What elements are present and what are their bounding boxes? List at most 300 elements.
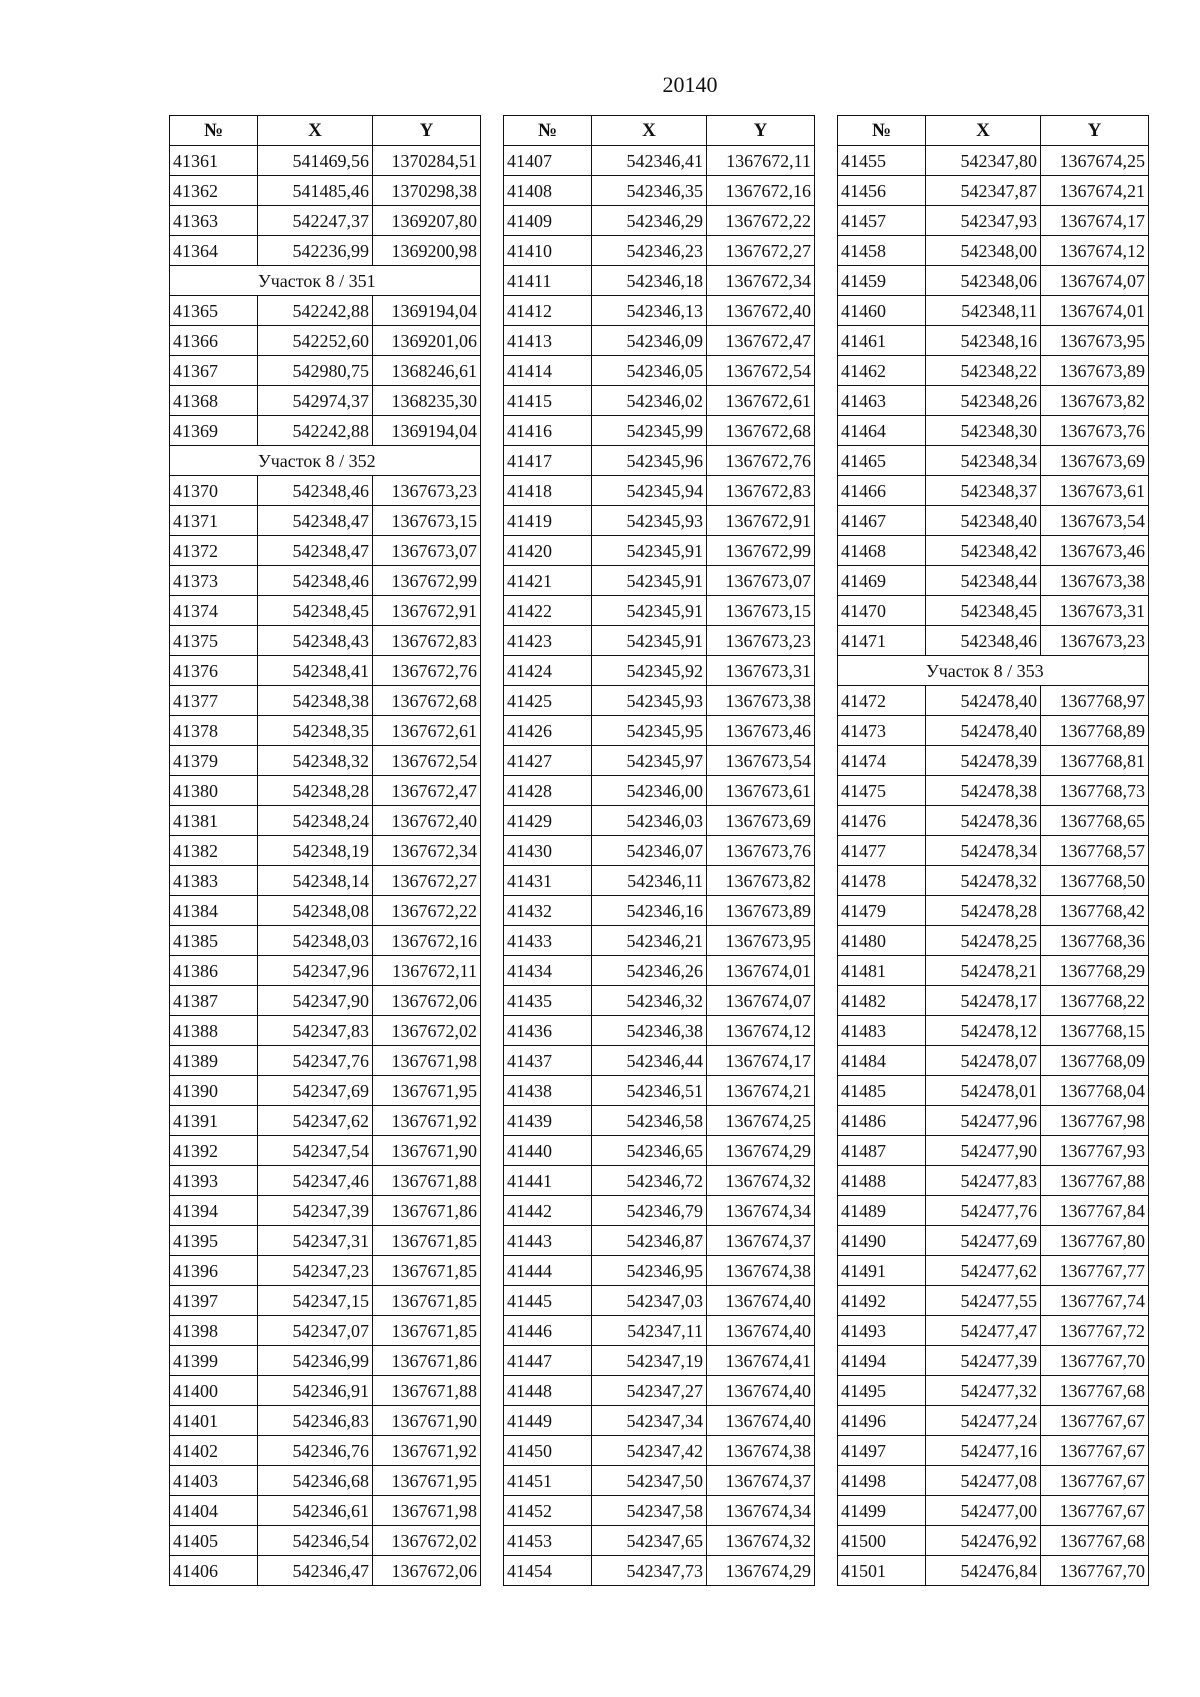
point-number: 41460 xyxy=(838,296,926,326)
y-value: 1367768,36 xyxy=(1041,926,1149,956)
table-row xyxy=(838,1376,1149,1406)
point-number: 41374 xyxy=(170,596,258,626)
y-value: 1367673,15 xyxy=(373,506,481,536)
x-value: 542346,87 xyxy=(592,1226,707,1256)
y-value: 1367672,76 xyxy=(373,656,481,686)
table-row xyxy=(838,236,1149,266)
x-value: 542346,32 xyxy=(592,986,707,1016)
y-value: 1367767,84 xyxy=(1041,1196,1149,1226)
y-value: 1367671,92 xyxy=(373,1436,481,1466)
y-value: 1368246,61 xyxy=(373,356,481,386)
y-value: 1367672,40 xyxy=(707,296,815,326)
x-value: 542477,83 xyxy=(926,1166,1041,1196)
point-number: 41489 xyxy=(838,1196,926,1226)
table-row xyxy=(838,1136,1149,1166)
point-number: 41442 xyxy=(504,1196,592,1226)
y-value: 1367672,83 xyxy=(373,626,481,656)
x-value: 542346,79 xyxy=(592,1196,707,1226)
table-row xyxy=(838,326,1149,356)
point-number: 41478 xyxy=(838,866,926,896)
x-value: 542347,50 xyxy=(592,1466,707,1496)
table-row xyxy=(504,326,815,356)
section-row xyxy=(170,446,481,476)
point-number: 41457 xyxy=(838,206,926,236)
table-row xyxy=(838,686,1149,716)
x-value: 542345,91 xyxy=(592,536,707,566)
table-row xyxy=(504,476,815,506)
y-value: 1367674,01 xyxy=(1041,296,1149,326)
x-value: 542345,92 xyxy=(592,656,707,686)
y-value: 1367767,67 xyxy=(1041,1466,1149,1496)
y-value: 1367671,85 xyxy=(373,1286,481,1316)
y-value: 1367672,40 xyxy=(373,806,481,836)
point-number: 41454 xyxy=(504,1556,592,1586)
point-number: 41405 xyxy=(170,1526,258,1556)
y-value: 1367673,07 xyxy=(373,536,481,566)
x-value: 542477,24 xyxy=(926,1406,1041,1436)
y-value: 1367673,95 xyxy=(1041,326,1149,356)
point-number: 41375 xyxy=(170,626,258,656)
point-number: 41409 xyxy=(504,206,592,236)
point-number: 41421 xyxy=(504,566,592,596)
y-value: 1369200,98 xyxy=(373,236,481,266)
y-value: 1367673,76 xyxy=(707,836,815,866)
y-value: 1367672,54 xyxy=(373,746,481,776)
y-value: 1370284,51 xyxy=(373,146,481,176)
table-row xyxy=(504,146,815,176)
point-number: 41396 xyxy=(170,1256,258,1286)
point-number: 41411 xyxy=(504,266,592,296)
point-number: 41389 xyxy=(170,1046,258,1076)
table-row xyxy=(170,716,481,746)
x-value: 542346,61 xyxy=(258,1496,373,1526)
point-number: 41469 xyxy=(838,566,926,596)
point-number: 41368 xyxy=(170,386,258,416)
y-value: 1367674,29 xyxy=(707,1556,815,1586)
table-row xyxy=(504,1526,815,1556)
table-row xyxy=(504,176,815,206)
table-row xyxy=(838,776,1149,806)
point-number: 41463 xyxy=(838,386,926,416)
x-value: 542348,30 xyxy=(926,416,1041,446)
header-y: Y xyxy=(1041,116,1149,146)
point-number: 41392 xyxy=(170,1136,258,1166)
point-number: 41416 xyxy=(504,416,592,446)
table-row xyxy=(170,1406,481,1436)
y-value: 1367674,29 xyxy=(707,1136,815,1166)
point-number: 41493 xyxy=(838,1316,926,1346)
x-value: 542242,88 xyxy=(258,296,373,326)
y-value: 1367768,29 xyxy=(1041,956,1149,986)
table-row xyxy=(504,1046,815,1076)
x-value: 542346,47 xyxy=(258,1556,373,1586)
point-number: 41443 xyxy=(504,1226,592,1256)
table-row xyxy=(838,596,1149,626)
table-row xyxy=(170,1556,481,1586)
table-row xyxy=(504,956,815,986)
y-value: 1367671,86 xyxy=(373,1196,481,1226)
table-row xyxy=(838,926,1149,956)
point-number: 41444 xyxy=(504,1256,592,1286)
x-value: 542346,91 xyxy=(258,1376,373,1406)
x-value: 542345,94 xyxy=(592,476,707,506)
y-value: 1367674,17 xyxy=(707,1046,815,1076)
table-row xyxy=(170,596,481,626)
y-value: 1367767,68 xyxy=(1041,1376,1149,1406)
table-row xyxy=(504,1076,815,1106)
x-value: 542346,26 xyxy=(592,956,707,986)
x-value: 542347,23 xyxy=(258,1256,373,1286)
table-row xyxy=(838,1286,1149,1316)
y-value: 1367673,23 xyxy=(373,476,481,506)
y-value: 1367674,17 xyxy=(1041,206,1149,236)
table-row xyxy=(838,1196,1149,1226)
point-number: 41371 xyxy=(170,506,258,536)
table-row xyxy=(504,1346,815,1376)
x-value: 542477,08 xyxy=(926,1466,1041,1496)
x-value: 542347,76 xyxy=(258,1046,373,1076)
section-label: Участок 8 / 352 xyxy=(170,446,481,476)
point-number: 41477 xyxy=(838,836,926,866)
point-number: 41388 xyxy=(170,1016,258,1046)
y-value: 1367674,32 xyxy=(707,1166,815,1196)
point-number: 41366 xyxy=(170,326,258,356)
point-number: 41476 xyxy=(838,806,926,836)
x-value: 542346,83 xyxy=(258,1406,373,1436)
y-value: 1367768,65 xyxy=(1041,806,1149,836)
x-value: 542477,32 xyxy=(926,1376,1041,1406)
x-value: 542478,12 xyxy=(926,1016,1041,1046)
x-value: 542348,34 xyxy=(926,446,1041,476)
x-value: 542247,37 xyxy=(258,206,373,236)
x-value: 542347,27 xyxy=(592,1376,707,1406)
point-number: 41486 xyxy=(838,1106,926,1136)
x-value: 542346,54 xyxy=(258,1526,373,1556)
x-value: 542478,40 xyxy=(926,686,1041,716)
y-value: 1367674,12 xyxy=(1041,236,1149,266)
point-number: 41398 xyxy=(170,1316,258,1346)
point-number: 41387 xyxy=(170,986,258,1016)
x-value: 542252,60 xyxy=(258,326,373,356)
point-number: 41474 xyxy=(838,746,926,776)
y-value: 1367674,12 xyxy=(707,1016,815,1046)
table-row xyxy=(504,746,815,776)
y-value: 1367767,68 xyxy=(1041,1526,1149,1556)
y-value: 1369194,04 xyxy=(373,416,481,446)
point-number: 41456 xyxy=(838,176,926,206)
y-value: 1367673,31 xyxy=(707,656,815,686)
table-row xyxy=(504,686,815,716)
x-value: 542478,39 xyxy=(926,746,1041,776)
point-number: 41383 xyxy=(170,866,258,896)
y-value: 1367768,50 xyxy=(1041,866,1149,896)
x-value: 542346,72 xyxy=(592,1166,707,1196)
x-value: 542477,55 xyxy=(926,1286,1041,1316)
y-value: 1367672,34 xyxy=(373,836,481,866)
point-number: 41432 xyxy=(504,896,592,926)
point-number: 41431 xyxy=(504,866,592,896)
y-value: 1367767,72 xyxy=(1041,1316,1149,1346)
x-value: 542348,14 xyxy=(258,866,373,896)
table-row xyxy=(838,896,1149,926)
table-row xyxy=(838,1076,1149,1106)
table-row xyxy=(504,386,815,416)
y-value: 1367674,40 xyxy=(707,1316,815,1346)
table-row xyxy=(170,806,481,836)
table-row xyxy=(838,386,1149,416)
point-number: 41501 xyxy=(838,1556,926,1586)
table-row xyxy=(838,1106,1149,1136)
y-value: 1367674,38 xyxy=(707,1256,815,1286)
y-value: 1367673,46 xyxy=(1041,536,1149,566)
table-row xyxy=(170,1256,481,1286)
table-row xyxy=(170,566,481,596)
y-value: 1367674,21 xyxy=(707,1076,815,1106)
point-number: 41472 xyxy=(838,686,926,716)
point-number: 41496 xyxy=(838,1406,926,1436)
point-number: 41429 xyxy=(504,806,592,836)
point-number: 41498 xyxy=(838,1466,926,1496)
table-row xyxy=(504,1316,815,1346)
table-row xyxy=(838,536,1149,566)
x-value: 542346,11 xyxy=(592,866,707,896)
table-row xyxy=(170,1136,481,1166)
y-value: 1367672,06 xyxy=(373,1556,481,1586)
point-number: 41459 xyxy=(838,266,926,296)
x-value: 542346,95 xyxy=(592,1256,707,1286)
y-value: 1367674,40 xyxy=(707,1376,815,1406)
table-row xyxy=(504,1466,815,1496)
x-value: 542478,28 xyxy=(926,896,1041,926)
y-value: 1367673,69 xyxy=(707,806,815,836)
y-value: 1367672,27 xyxy=(707,236,815,266)
y-value: 1367672,16 xyxy=(707,176,815,206)
table-row xyxy=(838,416,1149,446)
y-value: 1367672,91 xyxy=(373,596,481,626)
table-row xyxy=(504,1256,815,1286)
y-value: 1367673,31 xyxy=(1041,596,1149,626)
x-value: 542346,35 xyxy=(592,176,707,206)
table-row xyxy=(170,416,481,446)
point-number: 41400 xyxy=(170,1376,258,1406)
table-row xyxy=(504,896,815,926)
point-number: 41419 xyxy=(504,506,592,536)
point-number: 41420 xyxy=(504,536,592,566)
x-value: 542346,18 xyxy=(592,266,707,296)
table-row xyxy=(838,1526,1149,1556)
y-value: 1367674,07 xyxy=(707,986,815,1016)
table-row xyxy=(838,956,1149,986)
y-value: 1367674,32 xyxy=(707,1526,815,1556)
y-value: 1367671,95 xyxy=(373,1466,481,1496)
x-value: 542348,19 xyxy=(258,836,373,866)
y-value: 1367768,73 xyxy=(1041,776,1149,806)
table-row xyxy=(504,1556,815,1586)
y-value: 1367768,15 xyxy=(1041,1016,1149,1046)
x-value: 542348,22 xyxy=(926,356,1041,386)
x-value: 542347,58 xyxy=(592,1496,707,1526)
table-row xyxy=(838,746,1149,776)
x-value: 542242,88 xyxy=(258,416,373,446)
table-row xyxy=(504,236,815,266)
table-row xyxy=(170,1166,481,1196)
header-number: № xyxy=(504,116,592,146)
header-x: X xyxy=(926,116,1041,146)
point-number: 41390 xyxy=(170,1076,258,1106)
y-value: 1367672,68 xyxy=(373,686,481,716)
table-row xyxy=(504,416,815,446)
table-row xyxy=(838,476,1149,506)
x-value: 542347,42 xyxy=(592,1436,707,1466)
table-row xyxy=(504,1406,815,1436)
x-value: 542348,06 xyxy=(926,266,1041,296)
point-number: 41382 xyxy=(170,836,258,866)
table-row xyxy=(838,1226,1149,1256)
y-value: 1367673,82 xyxy=(1041,386,1149,416)
point-number: 41384 xyxy=(170,896,258,926)
coordinate-table xyxy=(503,115,815,1586)
table-row xyxy=(170,776,481,806)
x-value: 542477,00 xyxy=(926,1496,1041,1526)
table-row xyxy=(838,1046,1149,1076)
x-value: 542348,47 xyxy=(258,506,373,536)
y-value: 1370298,38 xyxy=(373,176,481,206)
table-row xyxy=(838,1466,1149,1496)
x-value: 542346,29 xyxy=(592,206,707,236)
table-row xyxy=(170,896,481,926)
point-number: 41495 xyxy=(838,1376,926,1406)
y-value: 1367672,47 xyxy=(707,326,815,356)
point-number: 41370 xyxy=(170,476,258,506)
point-number: 41381 xyxy=(170,806,258,836)
y-value: 1367674,34 xyxy=(707,1196,815,1226)
y-value: 1367671,98 xyxy=(373,1496,481,1526)
x-value: 542348,42 xyxy=(926,536,1041,566)
x-value: 542477,39 xyxy=(926,1346,1041,1376)
x-value: 542476,84 xyxy=(926,1556,1041,1586)
y-value: 1367674,25 xyxy=(1041,146,1149,176)
point-number: 41466 xyxy=(838,476,926,506)
table-row xyxy=(170,296,481,326)
x-value: 542346,99 xyxy=(258,1346,373,1376)
x-value: 542347,31 xyxy=(258,1226,373,1256)
point-number: 41462 xyxy=(838,356,926,386)
point-number: 41435 xyxy=(504,986,592,1016)
point-number: 41417 xyxy=(504,446,592,476)
point-number: 41362 xyxy=(170,176,258,206)
table-row xyxy=(838,1316,1149,1346)
table-row xyxy=(504,1286,815,1316)
header-number: № xyxy=(170,116,258,146)
x-value: 542345,93 xyxy=(592,506,707,536)
point-number: 41470 xyxy=(838,596,926,626)
y-value: 1367768,57 xyxy=(1041,836,1149,866)
y-value: 1367672,54 xyxy=(707,356,815,386)
y-value: 1367674,41 xyxy=(707,1346,815,1376)
coordinate-table xyxy=(169,115,481,1586)
table-row xyxy=(170,326,481,356)
y-value: 1367767,80 xyxy=(1041,1226,1149,1256)
x-value: 542347,90 xyxy=(258,986,373,1016)
y-value: 1367672,99 xyxy=(707,536,815,566)
x-value: 542477,90 xyxy=(926,1136,1041,1166)
table-row xyxy=(170,1376,481,1406)
x-value: 542348,32 xyxy=(258,746,373,776)
table-row xyxy=(170,626,481,656)
table-row xyxy=(170,656,481,686)
table-row xyxy=(504,506,815,536)
y-value: 1367674,07 xyxy=(1041,266,1149,296)
point-number: 41423 xyxy=(504,626,592,656)
y-value: 1367671,85 xyxy=(373,1316,481,1346)
x-value: 542348,37 xyxy=(926,476,1041,506)
y-value: 1367673,38 xyxy=(707,686,815,716)
point-number: 41487 xyxy=(838,1136,926,1166)
y-value: 1369194,04 xyxy=(373,296,481,326)
y-value: 1367673,61 xyxy=(707,776,815,806)
x-value: 542345,97 xyxy=(592,746,707,776)
x-value: 542348,47 xyxy=(258,536,373,566)
x-value: 542346,21 xyxy=(592,926,707,956)
y-value: 1367768,42 xyxy=(1041,896,1149,926)
point-number: 41373 xyxy=(170,566,258,596)
x-value: 542478,32 xyxy=(926,866,1041,896)
table-row xyxy=(504,596,815,626)
point-number: 41406 xyxy=(170,1556,258,1586)
x-value: 542348,16 xyxy=(926,326,1041,356)
header-row xyxy=(170,116,481,146)
x-value: 542347,19 xyxy=(592,1346,707,1376)
y-value: 1367768,04 xyxy=(1041,1076,1149,1106)
y-value: 1367671,88 xyxy=(373,1376,481,1406)
x-value: 542345,95 xyxy=(592,716,707,746)
table-row xyxy=(170,1016,481,1046)
y-value: 1367674,34 xyxy=(707,1496,815,1526)
y-value: 1367673,89 xyxy=(1041,356,1149,386)
y-value: 1367672,11 xyxy=(707,146,815,176)
point-number: 41484 xyxy=(838,1046,926,1076)
x-value: 542347,54 xyxy=(258,1136,373,1166)
x-value: 542348,11 xyxy=(926,296,1041,326)
point-number: 41425 xyxy=(504,686,592,716)
table-row xyxy=(504,206,815,236)
point-number: 41394 xyxy=(170,1196,258,1226)
y-value: 1367768,09 xyxy=(1041,1046,1149,1076)
header-x: X xyxy=(258,116,373,146)
table-row xyxy=(170,506,481,536)
table-row xyxy=(170,1316,481,1346)
x-value: 542477,76 xyxy=(926,1196,1041,1226)
point-number: 41481 xyxy=(838,956,926,986)
x-value: 542347,11 xyxy=(592,1316,707,1346)
table-row xyxy=(504,716,815,746)
point-number: 41430 xyxy=(504,836,592,866)
x-value: 542478,21 xyxy=(926,956,1041,986)
point-number: 41461 xyxy=(838,326,926,356)
table-row xyxy=(838,1436,1149,1466)
header-number: № xyxy=(838,116,926,146)
x-value: 542345,99 xyxy=(592,416,707,446)
x-value: 542347,73 xyxy=(592,1556,707,1586)
point-number: 41452 xyxy=(504,1496,592,1526)
table-row xyxy=(838,716,1149,746)
header-row xyxy=(504,116,815,146)
x-value: 542974,37 xyxy=(258,386,373,416)
point-number: 41397 xyxy=(170,1286,258,1316)
y-value: 1367671,95 xyxy=(373,1076,481,1106)
point-number: 41437 xyxy=(504,1046,592,1076)
x-value: 542346,02 xyxy=(592,386,707,416)
